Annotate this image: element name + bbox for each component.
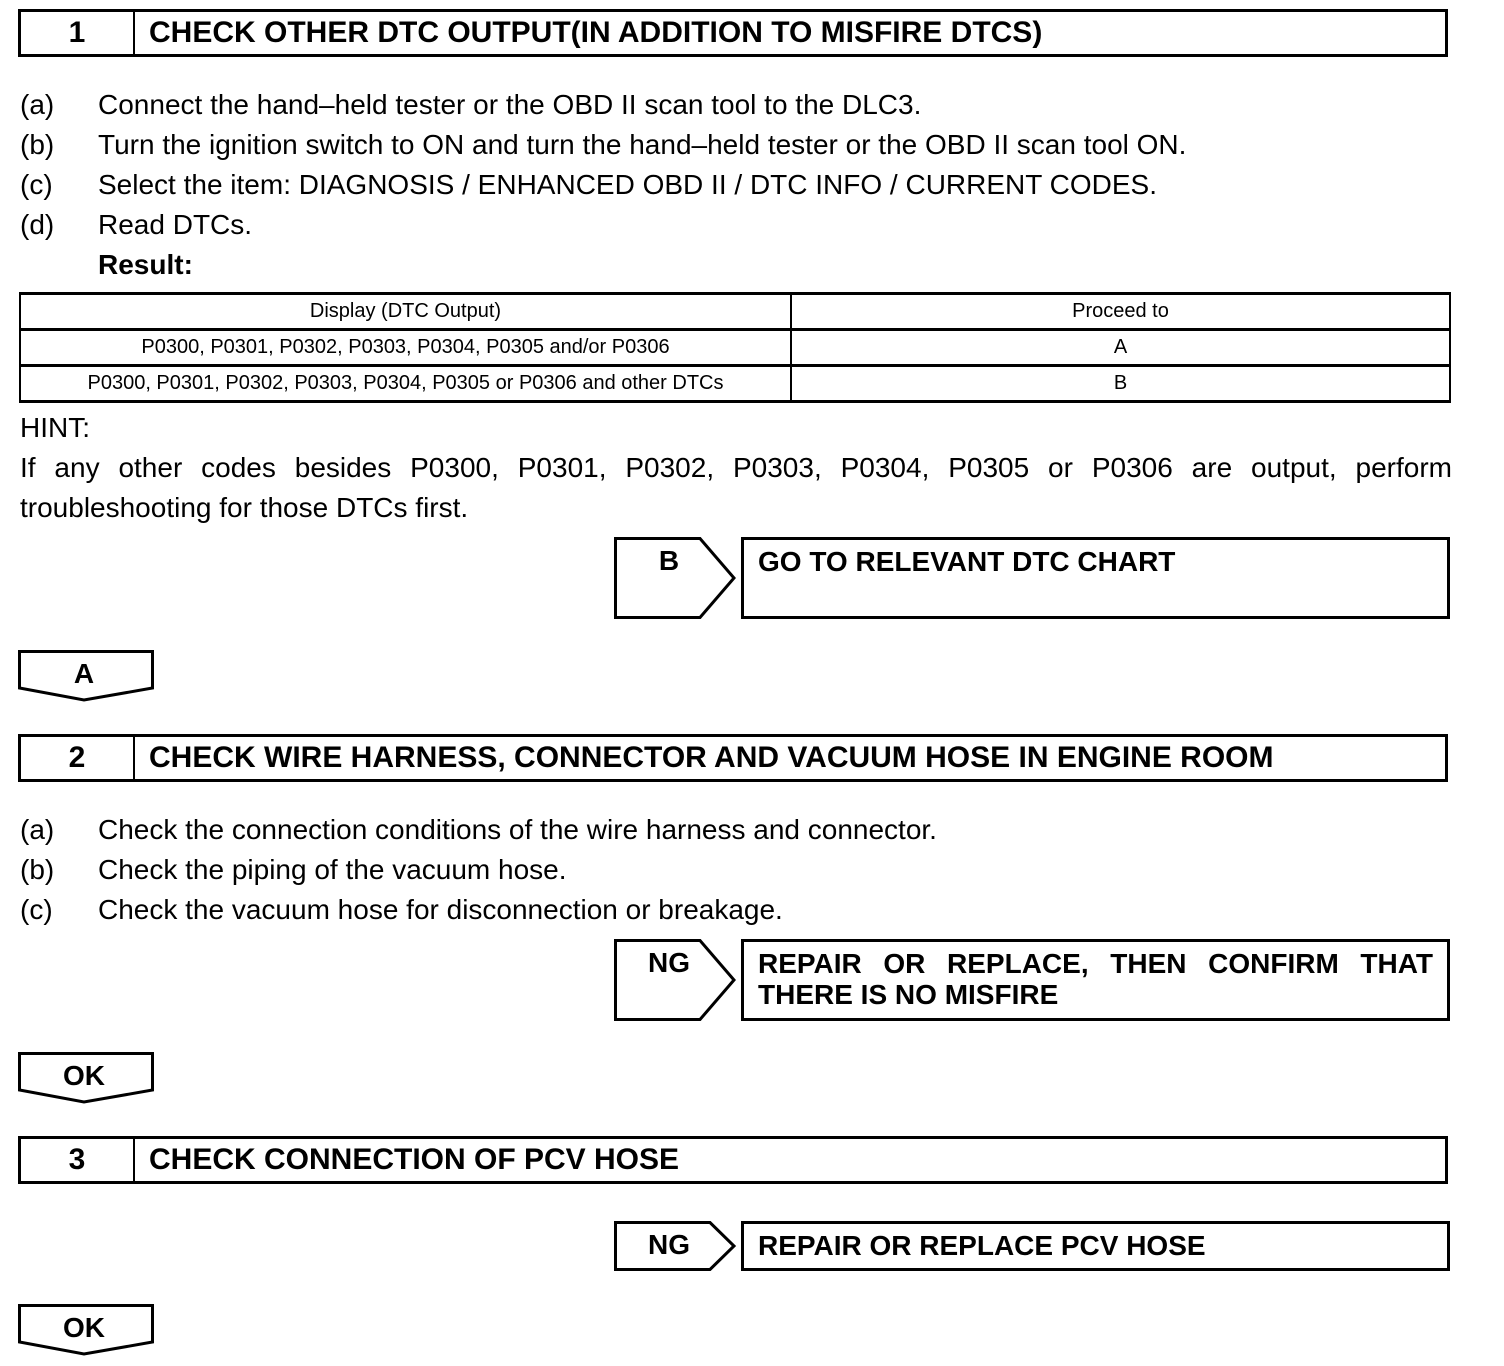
branch-tag-ng — [614, 939, 738, 1021]
step-1-header — [18, 9, 1448, 57]
item-label: (a) — [20, 89, 55, 120]
table-cell: A — [791, 330, 1450, 366]
table-header-cell: Display (DTC Output) — [20, 294, 791, 330]
next-tag-text: OK — [63, 1060, 105, 1091]
item-text: Check the vacuum hose for disconnection or breakage. — [98, 894, 783, 925]
table-row — [20, 330, 1450, 366]
instruction-item — [20, 850, 567, 890]
step-number: 1 — [21, 12, 135, 54]
next-tag-text: OK — [63, 1312, 105, 1343]
item-text: Check the connection conditions of the wire harness and connector. — [98, 814, 937, 845]
item-text: Turn the ignition switch to ON and turn the hand–held tester or the OBD II scan tool ON. — [98, 129, 1187, 160]
step-number: 2 — [21, 737, 135, 779]
table-cell: P0300, P0301, P0302, P0303, P0304, P0305 or P0306 and other DTCs — [20, 366, 791, 402]
branch-tag-text: B — [658, 545, 680, 576]
table-row — [20, 366, 1450, 402]
item-label: (a) — [20, 814, 55, 845]
step-2-header — [18, 734, 1448, 782]
step-title: CHECK WIRE HARNESS, CONNECTOR AND VACUUM HOSE IN ENGINE ROOM — [149, 741, 1274, 774]
next-tag-a — [18, 650, 156, 702]
next-tag-text: A — [73, 658, 95, 689]
table-cell: P0300, P0301, P0302, P0303, P0304, P0305 and/or P0306 — [20, 330, 791, 366]
instruction-item — [20, 125, 1186, 165]
branch-action-box: REPAIR OR REPLACE, THEN CONFIRM THAT THERE IS NO MISFIRE — [741, 939, 1450, 1021]
branch-action-box: GO TO RELEVANT DTC CHART — [741, 537, 1450, 619]
hint-label: HINT: — [20, 412, 90, 443]
table-header-cell: Proceed to — [791, 294, 1450, 330]
step-3-header — [18, 1136, 1448, 1184]
item-label: (c) — [20, 169, 53, 200]
result-table — [19, 292, 1451, 403]
instruction-item — [20, 85, 921, 125]
step-title: CHECK CONNECTION OF PCV HOSE — [149, 1143, 680, 1176]
instruction-item — [20, 890, 783, 930]
item-text: Read DTCs. — [98, 209, 253, 240]
item-label: (b) — [20, 854, 55, 885]
next-tag-ok — [18, 1304, 156, 1356]
instruction-item — [20, 810, 937, 850]
instruction-item — [20, 205, 252, 245]
table-cell: B — [791, 366, 1450, 402]
item-text: Select the item: DIAGNOSIS / ENHANCED OBD II / DTC INFO / CURRENT CODES. — [98, 169, 1157, 200]
branch-tag-text: NG — [648, 1229, 690, 1260]
item-label: (d) — [20, 209, 55, 240]
step-number: 3 — [21, 1139, 135, 1181]
item-text: Connect the hand–held tester or the OBD II scan tool to the DLC3. — [98, 89, 922, 120]
branch-tag-b — [614, 537, 738, 619]
branch-tag-ng — [614, 1221, 738, 1271]
hint-text: If any other codes besides P0300, P0301, P0302, P0303, P0304, P0305 or P0306 are output, perform troubleshooting for those DTCs first. — [20, 452, 1452, 523]
item-label: (c) — [20, 894, 53, 925]
branch-tag-text: NG — [648, 947, 690, 978]
instruction-item — [20, 165, 1157, 205]
item-text: Check the piping of the vacuum hose. — [98, 854, 567, 885]
step-title: CHECK OTHER DTC OUTPUT(IN ADDITION TO MISFIRE DTCS) — [149, 16, 1043, 49]
next-tag-ok — [18, 1052, 156, 1104]
item-label: (b) — [20, 129, 55, 160]
branch-action-box: REPAIR OR REPLACE PCV HOSE — [741, 1221, 1450, 1271]
result-label: Result: — [98, 249, 193, 280]
table-header-row — [20, 294, 1450, 330]
